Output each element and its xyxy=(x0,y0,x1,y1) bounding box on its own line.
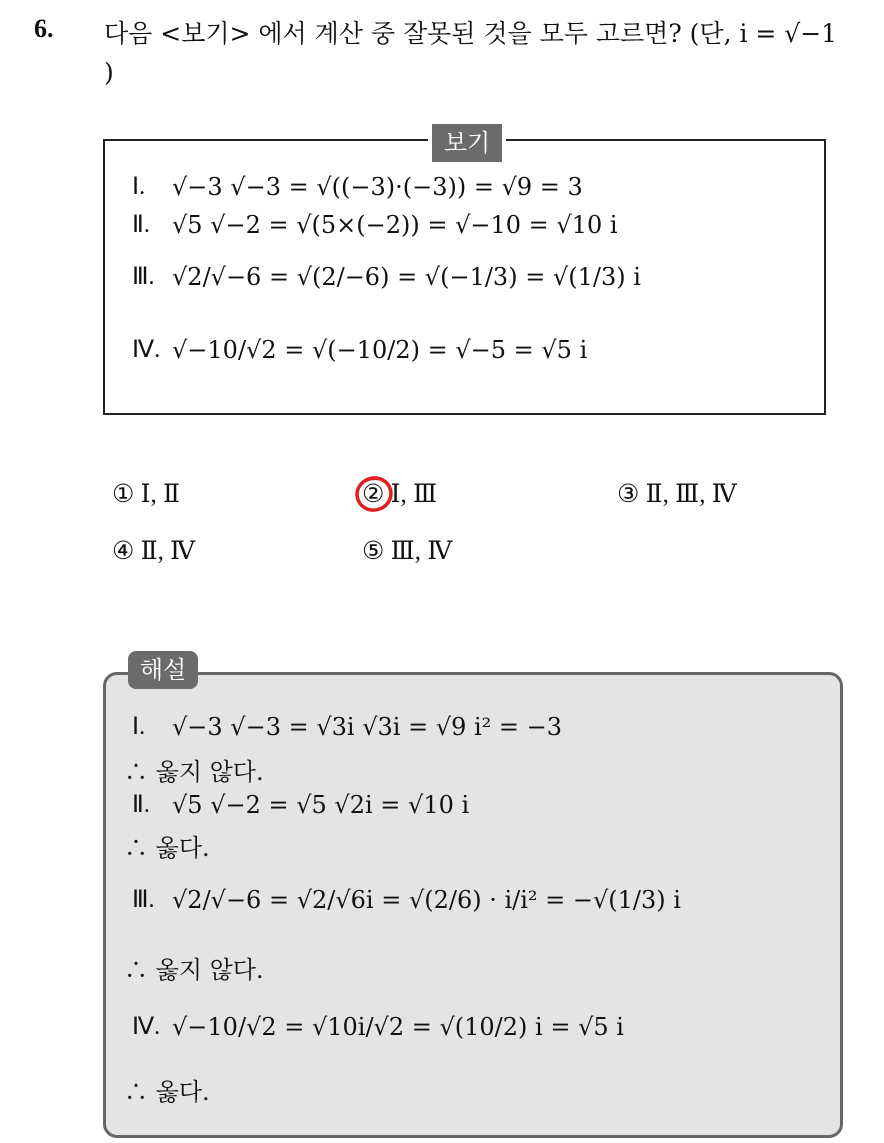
solution-line-3 xyxy=(132,790,469,819)
bogi-item-4 xyxy=(132,335,587,364)
bogi-item-mark: Ⅲ. xyxy=(132,264,155,290)
bogi-item-expr: √5 √−2 = √(5×(−2)) = √−10 = √10 i xyxy=(172,210,618,239)
bogi-item-3 xyxy=(132,262,641,291)
solution-mark: Ⅳ. xyxy=(132,1014,161,1040)
bogi-item-expr: √−3 √−3 = √((−3)·(−3)) = √9 = 3 xyxy=(172,172,583,201)
bogi-item-1 xyxy=(132,172,583,201)
solution-mark: Ⅲ. xyxy=(132,887,155,913)
choice-4[interactable]: ④ Ⅱ, Ⅳ xyxy=(112,538,196,565)
solution-line-5 xyxy=(132,885,681,914)
question-text-line1: 다음 <보기> 에서 계산 중 잘못된 것을 모두 고르면? (단, i = √−1 xyxy=(104,19,838,48)
question-number: 6. xyxy=(34,14,54,43)
question-text xyxy=(104,14,837,50)
solution-label: 해설 xyxy=(128,651,198,689)
solution-line-2: ∴ 옳지 않다. xyxy=(124,758,264,786)
bogi-item-mark: Ⅱ. xyxy=(132,212,150,238)
solution-line-4: ∴ 옳다. xyxy=(124,834,210,862)
question-text-line2: ) xyxy=(104,58,114,87)
solution-mark: Ⅱ. xyxy=(132,792,150,818)
bogi-item-mark: Ⅰ. xyxy=(132,174,146,200)
solution-expr: √−3 √−3 = √3i √3i = √9 i² = −3 xyxy=(172,712,563,741)
bogi-item-mark: Ⅳ. xyxy=(132,337,161,363)
bogi-item-expr: √2/√−6 = √(2/−6) = √(−1/3) = √(1/3) i xyxy=(172,262,641,291)
choice-2[interactable]: ② Ⅰ, Ⅲ xyxy=(362,481,438,508)
bogi-label: 보기 xyxy=(428,120,506,166)
choice-1[interactable]: ① Ⅰ, Ⅱ xyxy=(112,481,181,508)
solution-expr: √−10/√2 = √10i/√2 = √(10/2) i = √5 i xyxy=(172,1012,624,1041)
solution-line-8: ∴ 옳다. xyxy=(124,1078,210,1106)
bogi-item-2 xyxy=(132,210,618,239)
choice-3[interactable]: ③ Ⅱ, Ⅲ, Ⅳ xyxy=(617,481,737,508)
solution-expr: √5 √−2 = √5 √2i = √10 i xyxy=(172,790,470,819)
solution-mark: Ⅰ. xyxy=(132,714,146,740)
choice-5[interactable]: ⑤ Ⅲ, Ⅳ xyxy=(362,538,453,565)
bogi-item-expr: √−10/√2 = √(−10/2) = √−5 = √5 i xyxy=(172,335,588,364)
solution-line-1 xyxy=(132,712,562,741)
solution-expr: √2/√−6 = √2/√6i = √(2/6) · i/i² = −√(1/3) i xyxy=(172,885,681,914)
solution-line-7 xyxy=(132,1012,624,1041)
solution-line-6: ∴ 옳지 않다. xyxy=(124,956,264,984)
